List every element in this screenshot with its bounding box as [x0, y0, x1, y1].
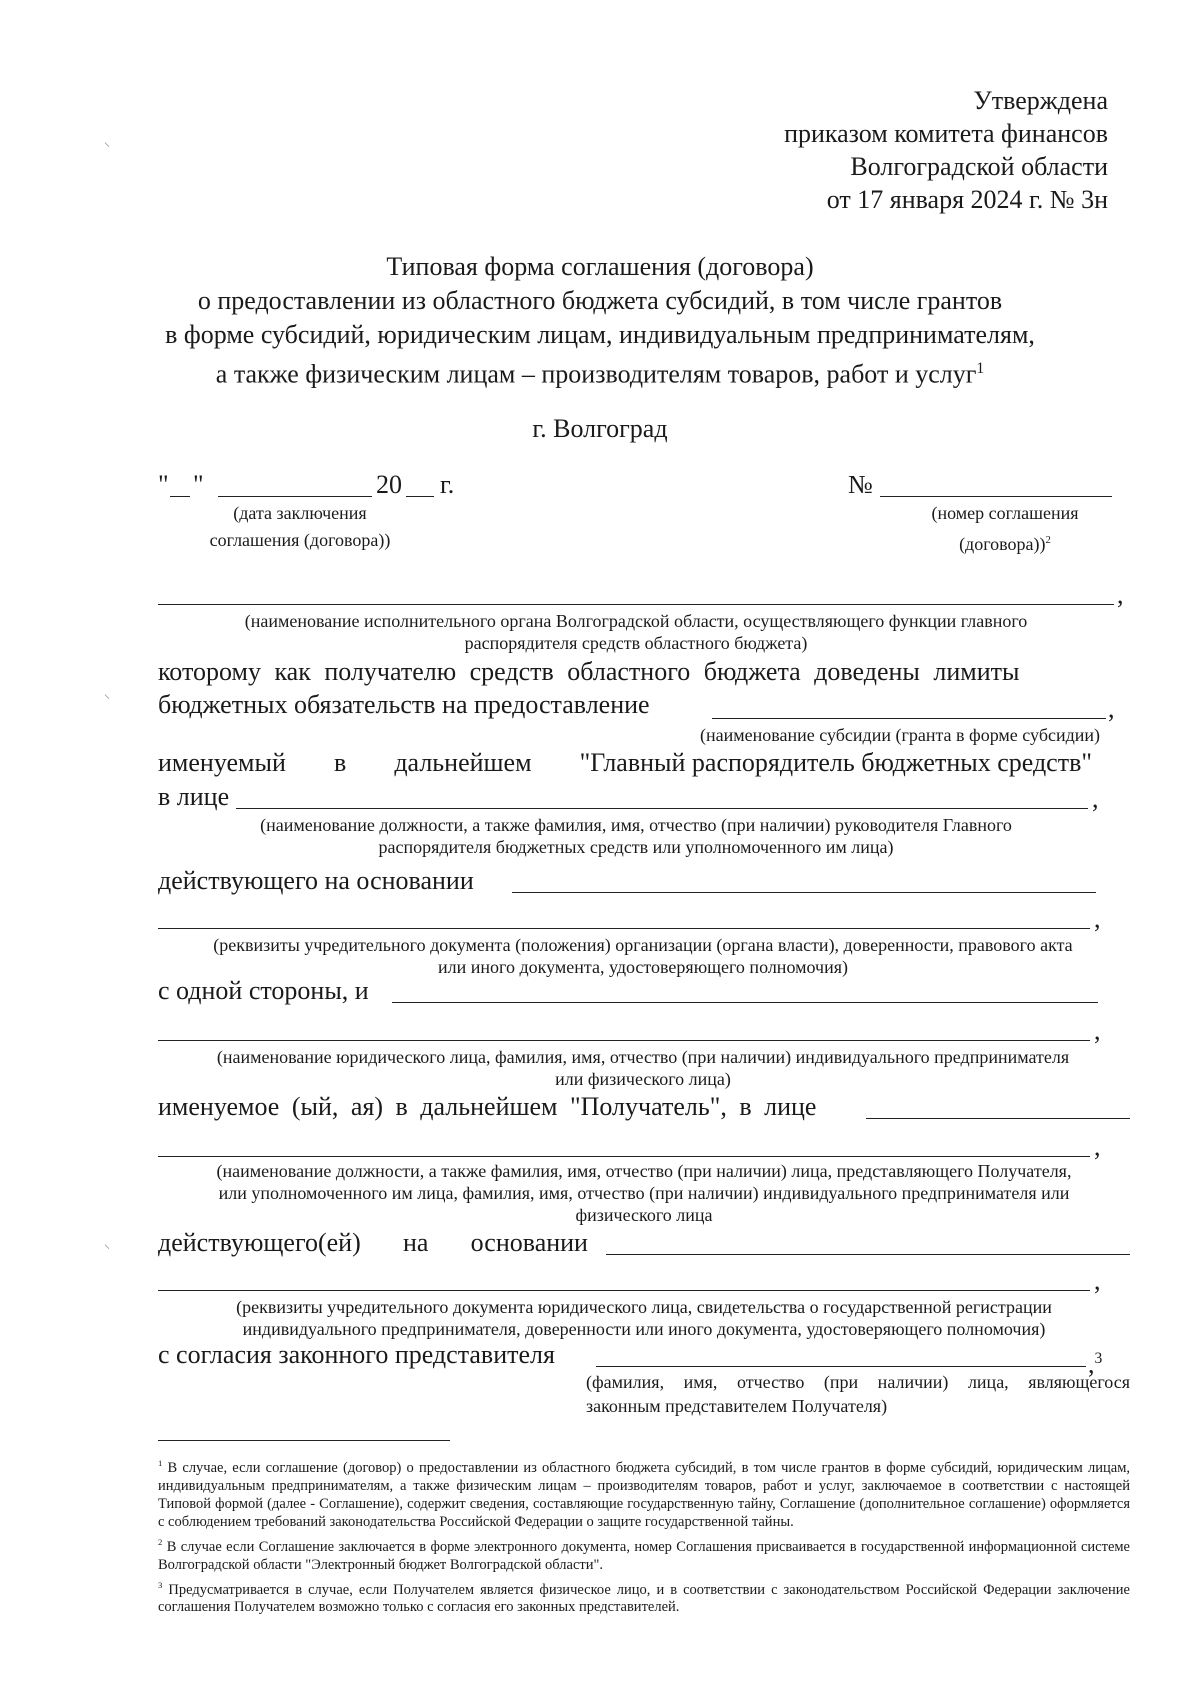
footnote-ref-3: 3	[1094, 1350, 1103, 1367]
subsidy-name-field[interactable]	[712, 718, 1106, 719]
doc-caption-line-1: (реквизиты учредительного документа (положения) организации (органа власти), доверенности, правового акта	[213, 935, 1073, 955]
doc-caption	[158, 934, 1128, 978]
number-caption-line-1: (номер соглашения	[931, 503, 1079, 523]
reg-caption-line-1: (реквизиты учредительного документа юридического лица, свидетельства о государственной регистрации	[236, 1297, 1052, 1317]
footnotes	[158, 1454, 1130, 1616]
date-caption	[180, 502, 420, 551]
footnote-3: $^3$ Предусматривается в случае, если Получателем является физическое лицо, и в соответствии с законодательством Российской Федерации заключение соглашения Получателем возможно только с согласия его законных представителей.	[158, 1579, 1130, 1616]
footnote-1: $^1$ В случае, если соглашение (договор) о предоставлении из областного бюджета субсидий, в том числе грантов в форме субсидий, юридическим лицам, индивидуальным предпринимателям, а также физическим лицам – производителям товаров, работ и услуг, заключаемое в соответствии с настоящей Типовой формой (далее - Соглашение), содержит сведения, составляющие государственную тайну, Соглашение (дополнительное соглашение) оформляется с соблюдением требований законодательства Российской Федерации о защите государственной тайны.	[158, 1458, 1130, 1530]
named-line: именуемый в дальнейшем "Главный распорядитель бюджетных средств"	[158, 748, 1092, 777]
comma: ,	[1117, 580, 1124, 609]
entity-caption-line-2: или физического лица)	[555, 1069, 731, 1089]
document-title	[100, 250, 1100, 392]
title-line-1: Типовая форма соглашения (договора)	[386, 252, 814, 281]
number-caption	[900, 502, 1110, 555]
day-field[interactable]	[170, 496, 190, 497]
agreement-number-field[interactable]	[880, 496, 1112, 497]
entity-field[interactable]	[392, 1002, 1098, 1003]
scan-speck: ⸌	[104, 1242, 111, 1256]
in-person-label: в лице	[158, 782, 230, 811]
number-caption-line-2: (договора))$^2$	[959, 534, 1051, 554]
organ-name-field[interactable]	[158, 604, 1114, 605]
comma: ,	[1094, 1016, 1101, 1045]
date-caption-line-1: (дата заключения	[233, 503, 367, 523]
limits-line-1: которому как получателю средств областного бюджета доведены лимиты	[158, 657, 1020, 686]
acting-basis-field-continued[interactable]	[158, 1290, 1090, 1291]
acting-basis-field[interactable]	[606, 1254, 1130, 1255]
consent-label: с согласия законного представителя	[158, 1340, 555, 1369]
scan-speck: ⸌	[104, 140, 111, 154]
legal-rep-caption	[586, 1370, 1130, 1418]
comma: ,	[1092, 784, 1099, 813]
footnote-ref-2: 2	[1045, 534, 1051, 546]
scan-speck: ⸌	[104, 692, 111, 706]
legal-rep-caption-line-2: законным представителем Получателя)	[586, 1396, 888, 1416]
footnote-ref-1: 1	[976, 360, 985, 377]
city: г. Волгоград	[532, 414, 668, 443]
comma: ,$^3$	[1088, 1349, 1103, 1379]
head-caption-line-1: (наименование должности, а также фамилия, имя, отчество (при наличии) руководителя Главного	[260, 815, 1012, 835]
rep-caption-line-2: или уполномоченного им лица, фамилия, имя, отчество (при наличии) индивидуального предпринимателя или	[218, 1183, 1070, 1203]
comma: ,	[1094, 904, 1101, 933]
number-sign: №	[848, 470, 873, 499]
title-line-4: а также физическим лицам – производителям товаров, работ и услуг$^1$	[215, 359, 985, 389]
approval-line-2: приказом комитета финансов	[784, 119, 1108, 148]
entity-caption	[158, 1046, 1128, 1090]
recipient-line: именуемое (ый, ая) в дальнейшем "Получатель", в лице	[158, 1092, 817, 1121]
basis-field-continued[interactable]	[158, 928, 1090, 929]
entity-caption-line-1: (наименование юридического лица, фамилия, имя, отчество (при наличии) индивидуального предпринимателя	[216, 1047, 1070, 1067]
recipient-rep-field-continued[interactable]	[158, 1156, 1090, 1157]
title-line-3: в форме субсидий, юридическим лицам, индивидуальным предпринимателям,	[165, 320, 1035, 349]
rep-caption-line-1: (наименование должности, а также фамилия, имя, отчество (при наличии) лица, представляющего Получателя,	[216, 1161, 1072, 1181]
date-caption-line-2: соглашения (договора))	[209, 530, 391, 550]
recipient-rep-field[interactable]	[866, 1118, 1130, 1119]
month-field[interactable]	[218, 496, 372, 497]
date-quote-close: "	[193, 470, 204, 499]
limits-line-2: бюджетных обязательств на предоставление	[158, 690, 650, 719]
title-line-2: о предоставлении из областного бюджета субсидий, в том числе грантов	[197, 286, 1003, 315]
organ-caption-line-1: (наименование исполнительного органа Волгоградской области, осуществляющего функции главного	[244, 611, 1028, 631]
footnote-2: $^2$ В случае если Соглашение заключается в форме электронного документа, номер Соглашения присваивается в государственной информационной системе Волгоградской области "Электронный бюджет Волгоградской области".	[158, 1536, 1130, 1573]
organ-caption	[158, 610, 1114, 654]
comma: ,	[1094, 1266, 1101, 1295]
rep-caption	[158, 1160, 1130, 1226]
year-prefix: 20	[376, 470, 402, 499]
approval-block	[784, 84, 1108, 216]
head-caption	[158, 814, 1114, 858]
doc-caption-line-2: или иного документа, удостоверяющего полномочия)	[438, 957, 848, 977]
approval-line-4: от 17 января 2024 г. № 3н	[826, 185, 1108, 214]
rep-caption-line-3: физического лица	[575, 1205, 713, 1225]
entity-field-continued[interactable]	[158, 1040, 1090, 1041]
head-name-field[interactable]	[236, 808, 1088, 809]
legal-rep-caption-line-1: (фамилия, имя, отчество (при наличии) лица, являющегося	[586, 1372, 1130, 1392]
year-field[interactable]	[406, 496, 434, 497]
basis-field[interactable]	[512, 892, 1096, 893]
legal-rep-field[interactable]	[596, 1366, 1086, 1367]
head-caption-line-2: распорядителя бюджетных средств или уполномоченного им лица)	[378, 837, 894, 857]
approval-line-1: Утверждена	[973, 86, 1108, 115]
reg-caption	[158, 1296, 1130, 1340]
reg-caption-line-2: индивидуального предпринимателя, доверенности или иного документа, удостоверяющего полномочия)	[242, 1319, 1046, 1339]
comma: ,	[1108, 694, 1115, 723]
year-suffix: г.	[440, 470, 455, 499]
one-side-label: с одной стороны, и	[158, 976, 369, 1005]
acting-line: действующего(ей) на основании	[158, 1228, 588, 1257]
organ-caption-line-2: распорядителя средств областного бюджета)	[464, 633, 808, 653]
comma: ,	[1094, 1132, 1101, 1161]
subsidy-caption: (наименование субсидии (гранта в форме субсидии)	[699, 725, 1101, 745]
approval-line-3: Волгоградской области	[850, 152, 1108, 181]
acting-basis-label: действующего на основании	[158, 866, 474, 895]
footnote-separator	[158, 1440, 450, 1441]
date-quote-open: "	[158, 470, 169, 499]
